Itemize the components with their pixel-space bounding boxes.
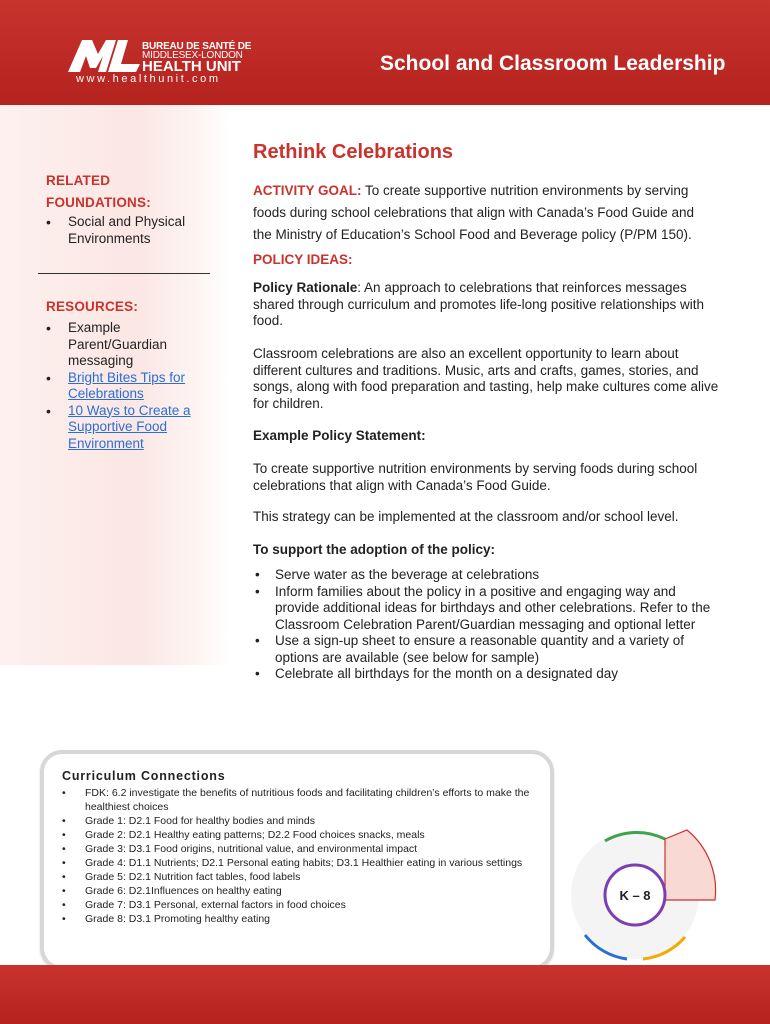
classroom-paragraph: Classroom celebrations are also an excellent opportunity to learn about different cultures and traditions. Music, arts and crafts, games, stories, and songs, along with food preparation and tasting, help make cultures come alive for children. [253,346,719,411]
example-policy-heading: Example Policy Statement: [253,428,426,443]
ml-logo-icon [68,38,140,74]
example-policy-text: To create supportive nutrition environments by serving foods during school celebrations that align with Canada’s Food Guide. [253,461,698,493]
curriculum-item: • Grade 4: D1.1 Nutrients; D2.1 Personal eating habits; D3.1 Healthier eating in various settings [62,856,532,870]
support-heading: To support the adoption of the policy: [253,542,495,557]
curriculum-item: • Grade 1: D2.1 Food for healthy bodies and minds [62,814,532,828]
activity-goal [253,180,713,246]
header-banner [0,0,770,105]
sidebar-divider [38,273,210,274]
policy-rationale-text: : An approach to celebrations that reinforces messages shared through curriculum and promotes life-long positive relationships with food. [253,280,704,328]
activity-goal-text: To create supportive nutrition environments by serving foods during school celebrations that align with Canada’s Food Guide and the Ministry of Education’s School Food and Beverage policy (P/PM 150). [253,183,695,242]
policy-ideas-heading: POLICY IDEAS: [253,252,353,267]
curriculum-title: Curriculum Connections [62,769,226,783]
policy-rationale-label: Policy Rationale [253,280,358,295]
support-list [253,567,713,683]
resource-item-messaging: • Example Parent/Guardian messaging [46,320,216,370]
curriculum-item: • FDK: 6.2 investigate the benefits of nutritious foods and facilitating children’s efforts to make the healthiest choices [62,786,532,814]
activity-goal-label: ACTIVITY GOAL: [253,183,362,198]
wheel-highlight-segment [665,830,716,900]
support-item: • Serve water as the beverage at celebrations [253,567,713,584]
foundations-heading-line1: RELATED [46,173,111,188]
curriculum-item: • Grade 5: D2.1 Nutrition fact tables, food labels [62,870,532,884]
curriculum-item: • Grade 7: D3.1 Personal, external factors in food choices [62,898,532,912]
curriculum-item: • Grade 3: D3.1 Food origins, nutritional value, and environmental impact [62,842,532,856]
foundations-list [46,214,216,247]
support-item: • Celebrate all birthdays for the month on a designated day [253,666,713,683]
page-title: Rethink Celebrations [253,141,454,163]
footer-banner [0,965,770,1024]
support-item: • Inform families about the policy in a positive and engaging way and provide additional ideas for birthdays and other celebrations. Refer to the Classroom Celebration Parent/Guardian messaging and optional letter [253,584,713,634]
ten-ways-link[interactable]: 10 Ways to Create a Supportive Food Environment [68,402,191,451]
header-title: School and Classroom Leadership [380,52,726,75]
bright-bites-link[interactable]: Bright Bites Tips for Celebrations [68,369,186,401]
resources-heading: RESOURCES: [46,299,139,314]
curriculum-item: • Grade 6: D2.1Influences on healthy eating [62,884,532,898]
curriculum-item: • Grade 2: D2.1 Healthy eating patterns; D2.2 Food choices snacks, meals [62,828,532,842]
logo-text-line3: HEALTH UNIT [142,58,241,75]
resource-item-10-ways [46,403,216,453]
curriculum-item: • Grade 8: D3.1 Promoting healthy eating [62,912,532,926]
grade-wheel-icon [565,825,725,985]
foundations-heading-line2: FOUNDATIONS: [46,195,151,210]
foundations-heading [46,170,151,214]
support-item: • Use a sign-up sheet to ensure a reasonable quantity and a variety of options are available (see below for sample) [253,633,713,666]
logo-text-line1: BUREAU DE SANTÉ DE [142,41,252,52]
foundation-item: • Social and Physical Environments [46,214,216,247]
logo-url: www.healthunit.com [76,73,221,85]
policy-rationale [253,280,723,330]
strategy-text: This strategy can be implemented at the classroom and/or school level. [253,509,679,524]
wheel-center-label: K – 8 [619,888,651,903]
resources-list [46,320,216,452]
resource-item-bright-bites [46,370,216,403]
curriculum-list [62,786,532,926]
logo-text-line2: MIDDLESEX-LONDON [142,50,243,61]
curriculum-box [40,750,554,970]
